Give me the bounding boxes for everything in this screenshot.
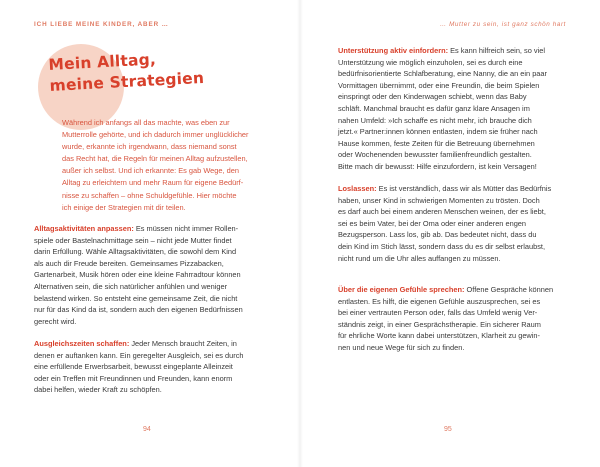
paragraph-line: denen er auftanken kann. Ein geregelter Ausgleich, sei es durch [34,350,244,360]
paragraph-text: Es ist verständlich, dass wir als Mütter das Bedürfnis [376,184,552,193]
running-head-right: … Mutter zu sein, ist ganz schön hart [439,21,566,28]
paragraph-line: nicht rund um die Uhr alles auffangen zu müssen. [338,253,501,263]
paragraph-line: oder Wochenenden bewusster familienfreundlich gestalten. [338,150,532,160]
paragraph-text: Offene Gespräche können [464,285,554,294]
paragraph-lead: Unterstützung aktiv einfordern: [338,46,449,55]
paragraph-line [34,223,266,235]
paragraph-line [338,284,574,296]
paragraph-line: entlasten. Es hilft, die eigenen Gefühle auszusprechen, sei es [338,296,541,306]
paragraph-line: Unterstützung wie möglich einzuholen, sei es durch eine [338,57,523,67]
paragraph-line: nen und neue Wege für sich zu finden. [338,342,465,352]
paragraph-line: darin Erfüllung. Wähle Alltagsaktivitäten, die sowohl dem Kind [34,247,237,257]
paragraph-gefuehle-sprechen [338,284,574,354]
page-number-right: 95 [444,426,452,433]
paragraph-lead: Alltagsaktivitäten anpassen: [34,224,134,233]
paragraph-line: sei es beim Vater, bei der Oma oder einer anderen engen [338,218,527,228]
paragraph-loslassen [338,183,574,264]
paragraph-line: spiele oder Bastelnachmittage sein – nicht jede Mutter findet [34,235,232,245]
intro-line: außer ich selbst. Und ich erkannte: Es gab Wege, den [62,166,239,176]
chapter-heading [48,47,205,97]
intro-line: das Recht hat, die Regeln für meinen Alltag aufzustellen, [62,154,248,164]
paragraph-text: Es müssen nicht immer Rollen- [133,224,239,233]
heading-line: meine Strategien [49,68,205,95]
paragraph-lead: Ausgleichszeiten schaffen: [34,339,130,348]
paragraph-line: bedürfnisorientierte Schlafberatung, eine Nanny, die an ein paar [338,69,547,79]
paragraph-line: haben, unser Kind in schwierigen Momenten zu trösten. Doch [338,195,540,205]
paragraph-unterstuetzung [338,45,574,173]
paragraph-line: eine erfüllende Erwerbsarbeit, bewusst eingeplante Alleinzeit [34,362,233,372]
paragraph-line: ständnis zeigt, in einer Gesprächstherapie. Ein sicherer Raum [338,319,541,329]
paragraph-line: bei einer vertrauten Person oder, falls das Umfeld wenig Ver- [338,308,538,318]
paragraph-line: schläft. Manchmal braucht es dafür ganz klare Ansagen im [338,103,530,113]
running-head-left: ICH LIEBE MEINE KINDER, ABER … [34,21,169,28]
paragraph-line: nur für das Kind da ist, sondern auch den eigenen Bedürfnissen [34,305,243,315]
paragraph-line [338,45,574,57]
paragraph-line: Alternativen sein, die sich natürlicher anfühlen und weniger [34,281,228,291]
intro-line: nisse zu schaffen – ohne Schuldgefühle. Hier möchte [62,190,237,200]
paragraph-line: jetzt.« Partner:innen können entlasten, indem sie früher nach [338,127,538,137]
paragraph-lead: Loslassen: [338,184,377,193]
paragraph-line: oder ein Treffen mit Freundinnen und Freunden, kann enorm [34,373,233,383]
paragraph-text: Jeder Mensch braucht Zeiten, in [129,339,237,348]
paragraph-line: Gartenarbeit, Musik hören oder eine kleine Fahrradtour können [34,270,241,280]
intro-line: Alltag zu erleichtern und mehr Raum für eigene Bedürf- [62,178,244,188]
heading-line: Mein Alltag, [48,50,157,74]
paragraph-line: Bezugsperson. Lass los, gib ab. Das bedeutet nicht, dass du [338,230,537,240]
paragraph-line: für ehrliche Worte kann dabei unterstützen, Klarheit zu gewin- [338,331,540,341]
right-page [300,0,600,467]
paragraph-ausgleichszeiten [34,338,266,396]
paragraph-text: Es kann hilfreich sein, so viel [448,46,545,55]
paragraph-line: nahen Umfeld: »Ich schaffe es nicht mehr, ich brauche dich [338,115,532,125]
paragraph-line: Bitte mach dir bewusst: Hilfe einzufordern, ist kein Versagen! [338,161,537,171]
intro-line: Mutterrolle gehörte, und ich dadurch immer unglücklicher [62,130,249,140]
paragraph-line: dein Kind im Stich lässt, sondern dass du es dir selbst erlaubst, [338,241,546,251]
paragraph-lead: Über die eigenen Gefühle sprechen: [338,285,465,294]
paragraph-line: Hause kommen, feste Zeiten für die Betreuung übernehmen [338,138,535,148]
intro-line: wurde, erkannte ich irgendwann, dass niemand sonst [62,142,237,152]
paragraph-line: dabei helfen, wieder Kraft zu schöpfen. [34,385,162,395]
page-number-left: 94 [143,426,151,433]
paragraph-line: als auch dir Freude bereiten. Gemeinsames Pizzabacken, [34,258,224,268]
paragraph-line: einspringt oder den Kinderwagen schiebt, wenn das Baby [338,92,527,102]
paragraph-line [338,183,574,195]
paragraph-line: belastend wirken. So entsteht eine gemeinsame Zeit, die nicht [34,293,238,303]
intro-paragraph [62,117,268,214]
paragraph-line: Vormittagen übernimmt, oder eine Freundin, die beim Spielen [338,80,540,90]
paragraph-alltagsaktivitaeten [34,223,266,327]
paragraph-line: gerecht wird. [34,316,77,326]
intro-line: ich einige der Strategien mit dir teilen. [62,202,186,212]
paragraph-line: es darf auch bei einem anderen Menschen weinen, der es liebt, [338,207,546,217]
intro-line: Während ich anfangs all das machte, was eben zur [62,118,230,127]
paragraph-line [34,338,266,350]
